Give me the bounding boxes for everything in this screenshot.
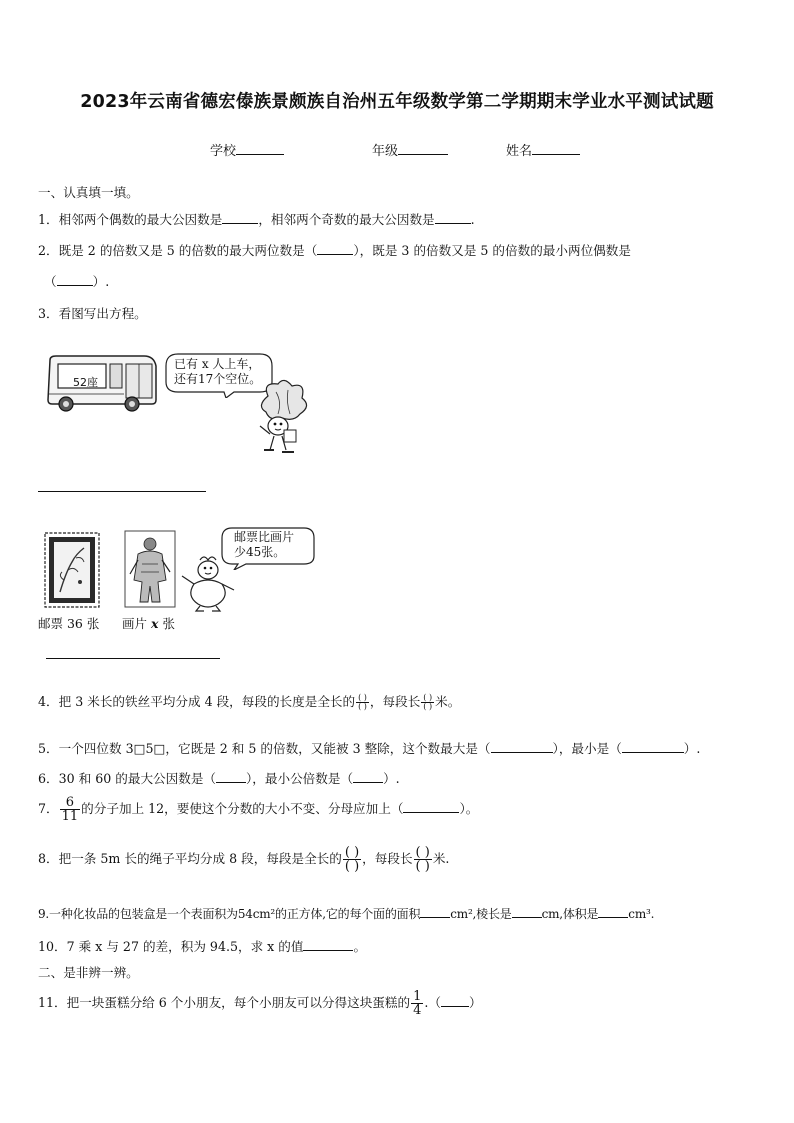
grade-label: 年级	[372, 144, 399, 159]
radish-character-illustration	[178, 554, 242, 612]
q9-blank-1[interactable]	[420, 906, 450, 918]
question-6	[38, 768, 400, 787]
q2-text-a: 2．既是 2 的倍数又是 5 的倍数的最大两位数是（	[38, 243, 318, 258]
q11-blank[interactable]	[441, 995, 469, 1007]
school-blank[interactable]	[236, 143, 284, 155]
section-heading-1: 一、认真填一填。	[38, 185, 139, 200]
grade-field	[372, 140, 448, 159]
q11-fraction	[411, 990, 423, 1017]
q6-blank-2[interactable]	[353, 771, 383, 783]
q11-fraction-num: 1	[413, 989, 422, 1004]
q9-text-b: cm²,棱长是	[450, 907, 512, 921]
q6-text-c: ）.	[383, 771, 400, 786]
q5-text-c: ）.	[683, 741, 701, 756]
q9-text-c: cm,体积是	[541, 907, 599, 921]
q1-text-b: ，相邻两个奇数的最大公因数是	[258, 212, 435, 227]
q5-text-a: 5．一个四位数 3□5□，它既是 2 和 5 的倍数，又能被 3 整除，这个数最大是（	[38, 741, 491, 756]
q1-text-c: .	[470, 212, 475, 227]
question-1	[38, 209, 475, 228]
q11-text-b: .（	[424, 995, 441, 1010]
q8-fraction-2-den: ( )	[415, 859, 430, 874]
grade-blank[interactable]	[398, 143, 448, 155]
q7-fraction	[60, 796, 81, 823]
card-label-a: 画片	[122, 616, 148, 631]
section-heading-2: 二、是非辨一辨。	[38, 965, 139, 980]
q4-fraction-2-den: ( )	[423, 702, 433, 711]
q11-text-a: 11．把一块蛋糕分给 6 个小朋友，每个小朋友可以分得这块蛋糕的	[38, 995, 411, 1010]
q1-blank-1[interactable]	[222, 212, 258, 224]
q8-fraction-2[interactable]	[414, 846, 432, 873]
question-8	[38, 846, 449, 873]
question-3: 3．看图写出方程。	[38, 306, 147, 321]
q7-text-b: 的分子加上 12，要使这个分数的大小不变、分母应加上（	[81, 801, 404, 816]
q4-text-a: 4．把 3 米长的铁丝平均分成 4 段，每段的长度是全长的	[38, 694, 356, 709]
q2-text-b: ），既是 3 的倍数又是 5 的倍数的最小两位偶数是	[353, 243, 631, 258]
q6-text-a: 6．30 和 60 的最大公因数是（	[38, 771, 217, 786]
q9-text-a: 9.一种化妆品的包装盒是一个表面积为54cm²的正方体,它的每个面的面积	[38, 907, 421, 921]
q6-text-b: ），最小公倍数是（	[246, 771, 354, 786]
q4-text-c: 米。	[435, 694, 461, 709]
q4-fraction-1-num: ( )	[358, 693, 367, 702]
q4-fraction-2-num: ( )	[423, 693, 433, 702]
q11-text-c: ）	[468, 995, 482, 1010]
q7-text-c: ）。	[459, 801, 479, 816]
q1-text-a: 1．相邻两个偶数的最大公因数是	[38, 212, 223, 227]
q11-fraction-den: 4	[413, 1003, 422, 1018]
q8-text-b: ，每段长	[362, 851, 413, 866]
card-label-x: x	[151, 616, 159, 631]
question-9	[38, 905, 654, 922]
q2-text-c: （	[44, 274, 57, 289]
q4-fraction-1-den: ( )	[358, 702, 367, 711]
page-title: 2023年云南省德宏傣族景颇族自治州五年级数学第二学期期末学业水平测试试题	[80, 92, 714, 112]
answer-line-2[interactable]	[46, 658, 220, 659]
answer-line-1[interactable]	[38, 491, 206, 492]
q9-blank-2[interactable]	[512, 906, 542, 918]
picture-card-illustration	[124, 530, 176, 608]
stamp-count-label: 邮票 36 张	[38, 616, 100, 631]
school-field	[210, 140, 284, 159]
q5-blank-2[interactable]	[622, 741, 684, 753]
q7-fraction-den: 11	[61, 809, 79, 824]
q9-blank-3[interactable]	[598, 906, 628, 918]
cabbage-character-illustration	[248, 378, 318, 456]
q8-fraction-1-den: ( )	[344, 859, 360, 874]
q1-blank-2[interactable]	[435, 212, 471, 224]
bubble-2-line-2: 少45张。	[234, 545, 286, 559]
question-2	[38, 240, 631, 259]
q2-blank-1[interactable]	[317, 243, 353, 255]
q7-fraction-num: 6	[65, 795, 75, 810]
question-10	[38, 936, 366, 955]
q7-blank[interactable]	[403, 801, 459, 813]
q7-text-a: 7．	[38, 801, 59, 816]
bubble-2-text	[234, 530, 294, 560]
bubble-1-line-1: 已有 x 人上车，	[174, 357, 261, 371]
name-field	[506, 140, 580, 159]
card-count-label	[122, 614, 175, 632]
card-label-b: 张	[162, 616, 175, 631]
q8-fraction-1[interactable]	[343, 846, 361, 873]
q2-text-d: ）.	[92, 274, 110, 289]
q10-blank[interactable]	[303, 939, 353, 951]
q10-text-b: 。	[353, 939, 367, 954]
q2-blank-2[interactable]	[57, 274, 93, 286]
bubble-2-line-1: 邮票比画片	[234, 530, 295, 544]
bus-seat-label: 52座	[73, 376, 98, 389]
q5-text-b: ），最小是（	[552, 741, 622, 756]
bus-illustration	[44, 354, 160, 414]
q5-blank-1[interactable]	[491, 741, 553, 753]
q4-fraction-2[interactable]	[421, 694, 434, 711]
name-blank[interactable]	[532, 143, 580, 155]
school-label: 学校	[210, 144, 237, 159]
q4-fraction-1[interactable]	[356, 694, 369, 711]
question-5	[38, 738, 700, 757]
q8-fraction-1-num: ( )	[344, 845, 360, 860]
q8-text-a: 8．把一条 5m 长的绳子平均分成 8 段，每段是全长的	[38, 851, 342, 866]
stamp-illustration	[44, 532, 100, 608]
q8-text-c: 米.	[432, 851, 450, 866]
question-4	[38, 691, 460, 711]
q8-fraction-2-num: ( )	[415, 845, 430, 860]
question-7	[38, 796, 478, 823]
q4-text-b: ，每段长	[369, 694, 421, 709]
q10-text-a: 10．7 乘 x 与 27 的差，积为 94.5，求 x 的值	[38, 939, 304, 954]
q9-text-d: cm³.	[628, 907, 655, 921]
question-11	[38, 990, 482, 1017]
q6-blank-1[interactable]	[216, 771, 246, 783]
question-2-cont	[44, 271, 109, 290]
name-label: 姓名	[506, 144, 533, 159]
bubble-1-line-2: 还有17个空位。	[174, 372, 262, 386]
